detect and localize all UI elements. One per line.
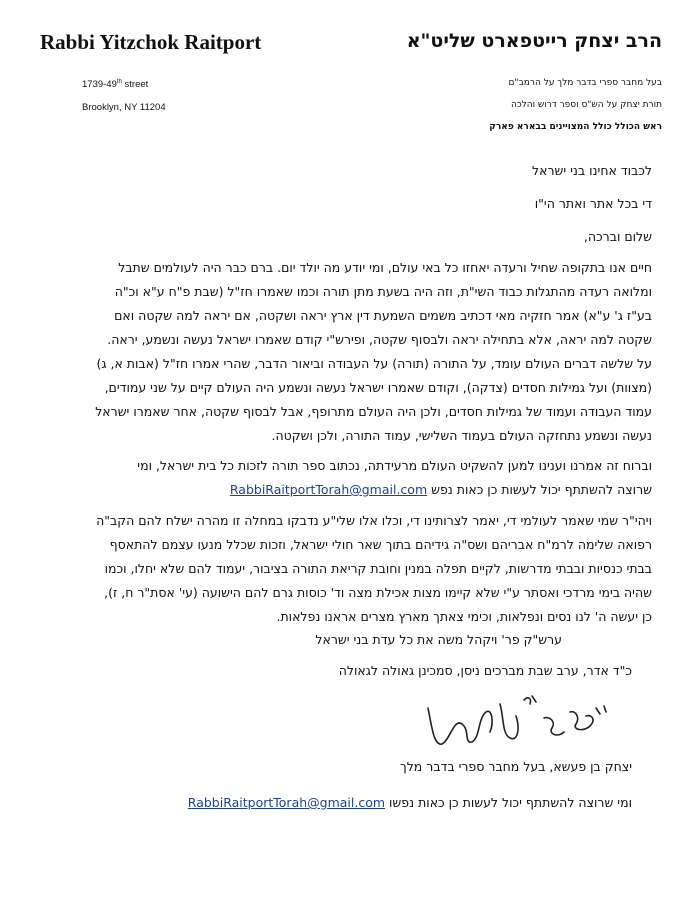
english-name: Rabbi Yitzchok Raitport xyxy=(40,30,262,54)
closing-prefix: ומי שרוצה להשתתף יכול לעשות כן כאות נפשו xyxy=(389,795,632,810)
email-link[interactable]: RabbiRaitportTorah@gmail.com xyxy=(229,482,428,497)
p1-line-3: בע"ז ג' ע"א) אמר חזקיה מאי דכתיב משמים השמעת דין ארץ יראה ושקטה, אם יראה למה שקטה ואם xyxy=(114,308,652,323)
p1-line-2: ומלואה רעדה מהתגלות כבוד השי"ת, וזה היה בשעת מתן תורה וכמו שאמרו חז"ל (שבת פ"ח ע"א וכ"ה xyxy=(114,284,652,299)
closing-line xyxy=(188,795,632,810)
greeting-1: לכבוד אחינו בני ישראל xyxy=(531,163,652,178)
p1-line-8: נעשה ונשמע נתחזקה העולם בעמוד השלישי, עמוד התורה, ולכן ושקטה. xyxy=(271,428,652,443)
p2-line-2-prefix: שרוצה להשתתף יכול לעשות כן כאות נפש xyxy=(431,482,652,497)
street-word: street xyxy=(121,79,149,91)
p3-line-4: שהיה בימי מרדכי ואסתר ע"י שלא קיימו מצות אכילת מצה וד' כוסות גרם להם הישועה (עי' אסת"ר ח, ז), xyxy=(104,585,652,600)
handwritten-signature xyxy=(420,688,620,752)
hebrew-subtitle xyxy=(362,72,662,138)
p3-line-3: בבתי כנסיות ובבתי מדרשות, לקיים תפלה במנין וחובת קריאת התורה בציבור, יעמוד להם שלא יחלו, וכמו xyxy=(104,561,652,576)
p1-line-1: חיים אנו בתקופה שחיל ורעדה יאחזו כל באי עולם, ומי יודע מה יולד יום. ברם כבר היה לעולמים שתבל xyxy=(118,260,652,275)
street-suffix: th xyxy=(116,79,122,85)
hebrew-sub-line-2: תורת יצחק על הש"ס וספר דרוש והלכה xyxy=(510,100,662,110)
p3-line-2: רפואה שלימה לרמ"ח אבריהם ושס"ה גידיהם בתוך שאר חולי ישראל, וזכות שכלל מנעו עצמם להתאסף xyxy=(109,537,652,552)
signer-line: יצחק בן פעשא, בעל מחבר ספרי בדבר מלך xyxy=(399,759,632,774)
p1-line-6: (מצוות) ועל גמילות חסדים (צדקה), וקודם שאמרו ישראל נעשה ונשמע היה העולם קיים על שני עמודים, xyxy=(104,380,652,395)
closing-email-link[interactable]: RabbiRaitportTorah@gmail.com xyxy=(187,795,386,810)
p2-line-2 xyxy=(230,482,652,497)
p1-line-4: שקטה למה יראה, אלא בתחילה יראה ולבסוף שקטה, ופירש"י קודם שאמרו ישראל נעשה ונשמע, יראה. xyxy=(107,332,652,347)
date-line-1: ערש"ק פר' ויקהל משה את כל עדת בני ישראל xyxy=(315,632,562,647)
hebrew-sub-line-3: ראש הכולל כולל המצויינים בבארא פארק xyxy=(489,122,662,132)
greeting-2: די בכל אתר ואתר הי"ו xyxy=(534,196,652,211)
p1-line-7: עמוד העבודה ועמוד של גמילות חסדים, ולכן היה העולם מתרופף, אבל לבסוף שקטה, אחר שאמרו ישראל xyxy=(95,404,652,419)
city-line: Brooklyn, NY 11204 xyxy=(82,102,166,114)
greeting-3: שלום וברכה, xyxy=(583,229,652,244)
date-line-2: כ"ד אדר, ערב שבת מברכים ניסן, סמכינן גאולה לגאולה xyxy=(338,663,632,678)
hebrew-name: הרב יצחק רייטפארט שליט"א xyxy=(406,30,662,52)
hebrew-sub-line-1: בעל מחבר ספרי בדבר מלך על הרמב"ם xyxy=(508,78,662,88)
street-line xyxy=(82,71,166,96)
p3-line-5: כן יעשה ה' לנו נסים ונפלאות, וכימי צאתך מארץ מצרים אראנו נפלאות. xyxy=(276,609,652,624)
street-number: 1739-49 xyxy=(82,79,117,91)
p2-line-1: וברוח זה אמרנו וענינו למען להשקיט העולם מרעידתה, נכתוב ספר תורה לזכות כל בית ישראל, ומי xyxy=(137,458,652,473)
p3-line-1: ויהי"ר שמי שאמר לעולמי די, יאמר לצרותינו די, וכלו אלו שלי"ע נדבקו במחלה זו מהרה ישלח להם הקב"ה xyxy=(96,513,652,528)
english-address xyxy=(82,71,166,119)
p1-line-5: על שלשה דברים העולם עומד, על התורה (תורה) על העבודה ובי‍אור הדבר, שהרי אמרו חז"ל (אבות א, ג) xyxy=(96,356,652,371)
